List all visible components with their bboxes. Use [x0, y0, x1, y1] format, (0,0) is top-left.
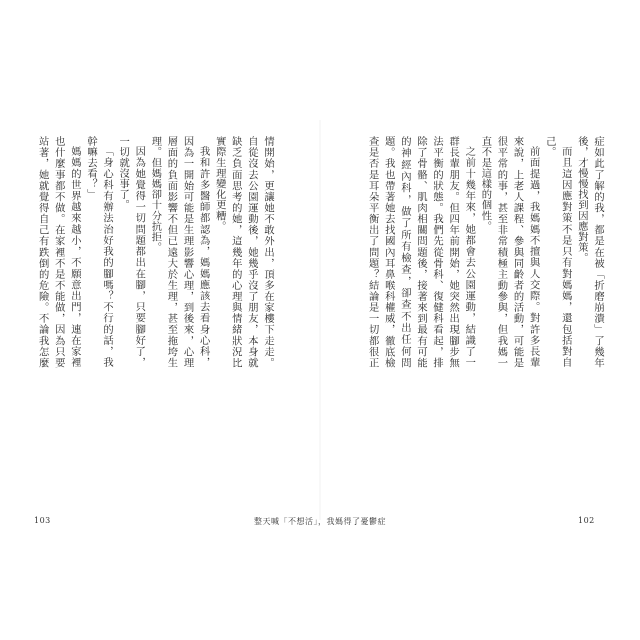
right-page-body	[364, 136, 606, 368]
running-head: 整天喊「不想活」，我媽得了憂鬱症	[254, 517, 386, 526]
paragraph: 媽媽的世界越來越小，不願意出門，連在家裡也什麼事都不做。在家裡不是不能做，因為只要站著，她就覺得自己有跌倒的危險。不論我怎麼	[36, 136, 81, 368]
book-gutter	[319, 120, 321, 520]
paragraph: 因為她覺得一切問題都出在腳，只要腳好了，一切就沒事了。	[117, 136, 146, 368]
page-number-right: 102	[578, 516, 595, 525]
paragraph: 前面提過，我媽媽不擅與人交際。對許多長輩來說，上老人課程、參與同齡者的活動，可能是很平常的事，甚至非常積極主動參與，但我媽一直不是這樣的個性。	[479, 136, 540, 368]
paragraph: 「身心科有辦法治好我的腳嗎？不行的話，我幹嘛去看？」	[84, 136, 114, 368]
paragraph: 情開始，更讓她不敢外出，頂多在家樓下走走。自從沒去公園運動後，她幾乎沒了朋友，本身就缺乏負面思考的她，這幾年的心理與情緒狀況比實際生理變化更糟。	[213, 136, 274, 368]
paragraph: 而且這因應對策不是只有對媽媽，還包括對自己。	[543, 136, 572, 368]
page-number-left: 103	[34, 516, 51, 525]
paragraph: 症如此了解的我，都是在被「折磨崩潰」了幾年後，才慢慢找到因應對策。	[575, 136, 604, 368]
paragraph: 之前十幾年來，她都會去公園運動，結識了一群長輩朋友。但四年前開始，她突然出現腳步無法平衡的狀態。我們先從骨科、復健科看起，排除了骨骼、肌肉相關問題後，接著來到最有可能的神經內科，做了所有檢查，卻查不出任何問題。我也帶著她去找國內耳鼻喉科權威，徹底檢查是否是耳朵平衡出了問題？結論是一切都很正	[366, 136, 476, 368]
paragraph: 我和許多醫師都認為，媽媽應該去看身心科，因為一開始可能是生理影響心理，到後來，心理層面的負面影響不但已遠大於生理，甚至拖垮生理。但媽媽卻十分抗拒。	[149, 136, 210, 368]
left-page-body	[34, 136, 276, 368]
